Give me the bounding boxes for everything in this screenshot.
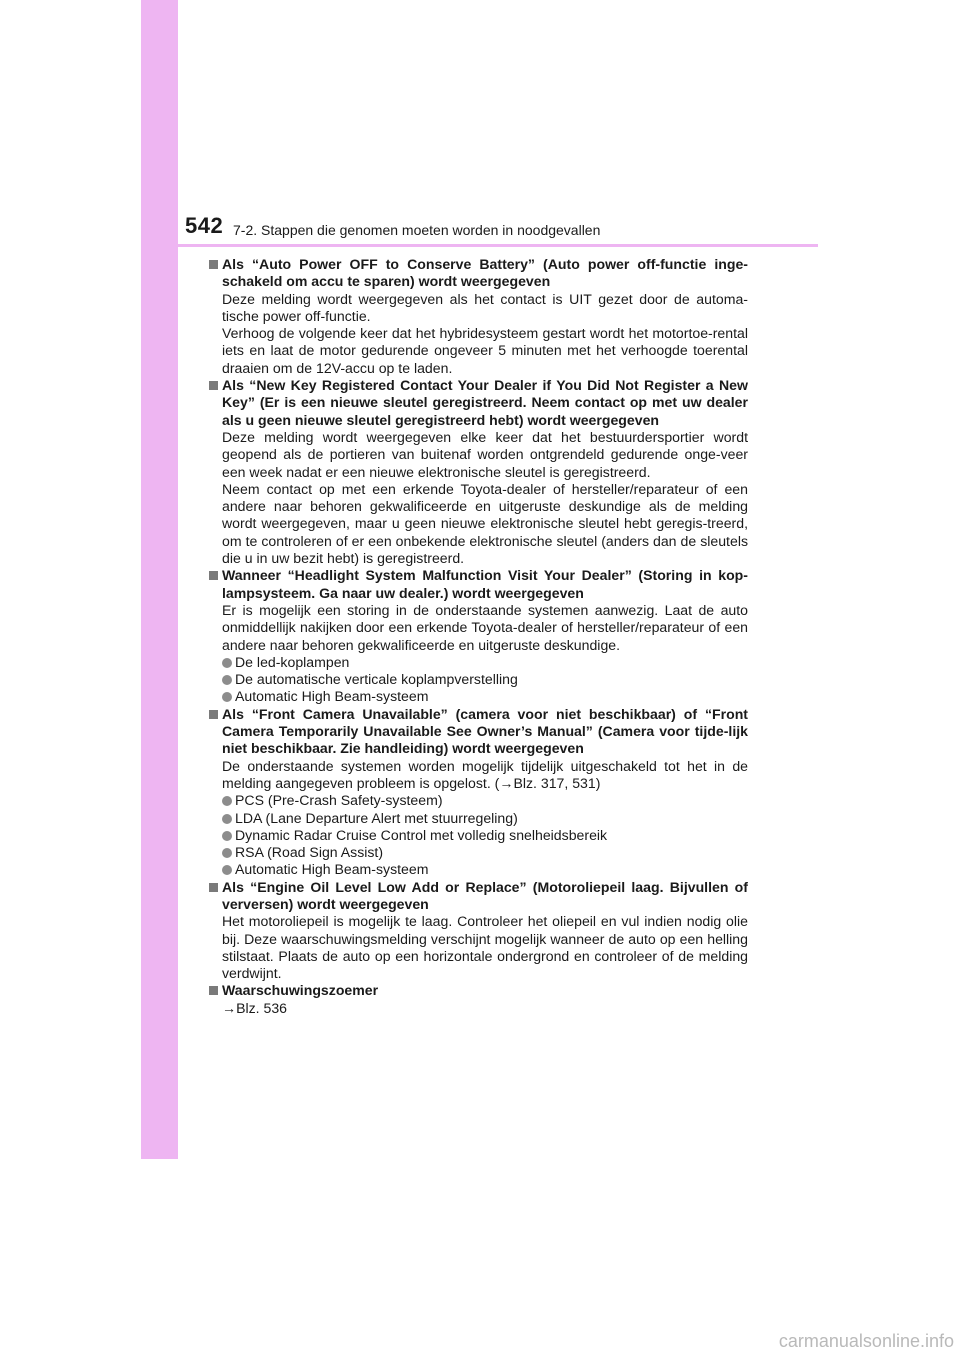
paragraph: Er is mogelijk een storing in de onderstaande systemen aanwezig. Laat de auto onmiddellijk nakijken door een erkende Toyota-dealer of hersteller/reparateur of een andere naar behoren gekwalificeerde en uitgeruste deskundige. xyxy=(222,601,748,653)
round-bullet-icon xyxy=(222,831,232,841)
section-front-camera-unavailable xyxy=(209,706,748,879)
paragraph: Verhoog de volgende keer dat het hybridesysteem gestart wordt het motortoe-rental iets en laat de motor gedurende ongeveer 5 minuten met het verhoogde toerental draaien om de 12V-accu op te laden. xyxy=(222,325,748,376)
list-item-text: Dynamic Radar Cruise Control met volledig snelheidsbereik xyxy=(235,826,608,843)
watermark: carmanualsonline.info xyxy=(778,1331,954,1351)
paragraph: Deze melding wordt weergegeven als het contact is UIT gezet door de automa-tische power off-functie. xyxy=(222,290,748,324)
section-warning-buzzer xyxy=(209,982,748,1017)
list-item-text: De automatische verticale koplampverstelling xyxy=(235,671,518,688)
round-bullet-icon xyxy=(222,658,232,668)
list-item xyxy=(222,827,748,844)
square-bullet-icon xyxy=(209,260,218,269)
section-heading: Als “New Key Registered Contact Your Dealer if You Did Not Register a New Key” (Er is een nieuwe sleutel geregistreerd. Neem contact op met uw dealer als u geen nieuwe sleutel geregistreerd hebt) wordt weergegeven xyxy=(222,377,748,428)
square-bullet-icon xyxy=(209,710,218,719)
header-rule xyxy=(141,244,818,247)
side-color-band xyxy=(141,196,178,1159)
list-item-text: PCS (Pre-Crash Safety-systeem) xyxy=(235,792,443,809)
section-engine-oil-low xyxy=(209,879,748,983)
section-title: 7-2. Stappen die genomen moeten worden in noodgevallen xyxy=(233,222,601,238)
section-heading: Wanneer “Headlight System Malfunction Visit Your Dealer” (Storing in kop-lampsysteem. Ga naar uw dealer.) wordt weergegeven xyxy=(222,567,748,601)
square-bullet-icon xyxy=(209,883,218,892)
list-item xyxy=(222,861,748,878)
page-reference-link[interactable]: →Blz. 536 xyxy=(222,999,288,1016)
round-bullet-icon xyxy=(222,848,232,858)
square-bullet-icon xyxy=(209,571,218,580)
square-bullet-icon xyxy=(209,986,218,995)
page-number: 542 xyxy=(185,213,224,238)
paragraph: Deze melding wordt weergegeven elke keer dat het bestuurdersportier wordt geopend als de portieren van buitenaf worden ontgrendeld gedurende onge-veer een week nadat er een nieuwe elektronische sleutel is geregistreerd. xyxy=(222,428,748,480)
list-item-text: Automatic High Beam-systeem xyxy=(235,688,429,705)
content-area xyxy=(209,256,748,1017)
round-bullet-icon xyxy=(222,675,232,685)
list-item-text: RSA (Road Sign Assist) xyxy=(235,844,384,861)
list-item xyxy=(222,688,748,705)
section-auto-power-off xyxy=(209,256,748,377)
paragraph: Het motoroliepeil is mogelijk te laag. Controleer het oliepeil en vul indien nodig olie bij. Deze waarschuwingsmelding verschijnt mogelijk wanneer de auto op een helling stilstaat. Plaats de auto op een horizontale ondergrond en controleer of de melding verdwijnt. xyxy=(222,913,748,982)
list-item-text: Automatic High Beam-systeem xyxy=(235,861,429,878)
section-heading: Waarschuwingszoemer xyxy=(222,982,379,999)
section-new-key-registered xyxy=(209,377,748,567)
paragraph: Neem contact op met een erkende Toyota-dealer of hersteller/reparateur of een andere naar behoren gekwalificeerde en uitgeruste deskundige als de melding wordt weergegeven, maar u geen nieuwe elektronische sleutel hebt geregis-treerd, om te controleren of er een onbekende elektronische sleutel (anders dan de sleutels die u in uw bezit hebt) is geregistreerd. xyxy=(222,480,748,567)
square-bullet-icon xyxy=(209,381,218,390)
round-bullet-icon xyxy=(222,796,232,806)
round-bullet-icon xyxy=(222,865,232,875)
list-item-text: LDA (Lane Departure Alert met stuurregeling) xyxy=(235,809,518,826)
paragraph: De onderstaande systemen worden mogelijk tijdelijk uitgeschakeld tot het in de melding aangegeven probleem is opgelost. (→Blz. 317, 531) xyxy=(222,757,748,791)
section-heading: Als “Engine Oil Level Low Add or Replace” (Motoroliepeil laag. Bijvullen of verversen) wordt weergegeven xyxy=(222,878,748,912)
round-bullet-icon xyxy=(222,814,232,824)
section-heading: Als “Front Camera Unavailable” (camera voor niet beschikbaar) of “Front Camera Temporarily Unavailable See Owner’s Manual” (Camera voor tijde-lijk niet beschikbaar. Zie handleiding) wordt weergegeven xyxy=(222,705,748,757)
list-item xyxy=(222,654,748,671)
section-heading: Als “Auto Power OFF to Conserve Battery” (Auto power off-functie inge-schakeld om accu te sparen) wordt weergegeven xyxy=(222,256,748,290)
list-item xyxy=(222,792,748,809)
list-item xyxy=(222,671,748,688)
list-item xyxy=(222,810,748,827)
list-item xyxy=(222,844,748,861)
round-bullet-icon xyxy=(222,692,232,702)
list-item-text: De led-koplampen xyxy=(235,653,350,670)
section-headlight-malfunction xyxy=(209,567,748,705)
